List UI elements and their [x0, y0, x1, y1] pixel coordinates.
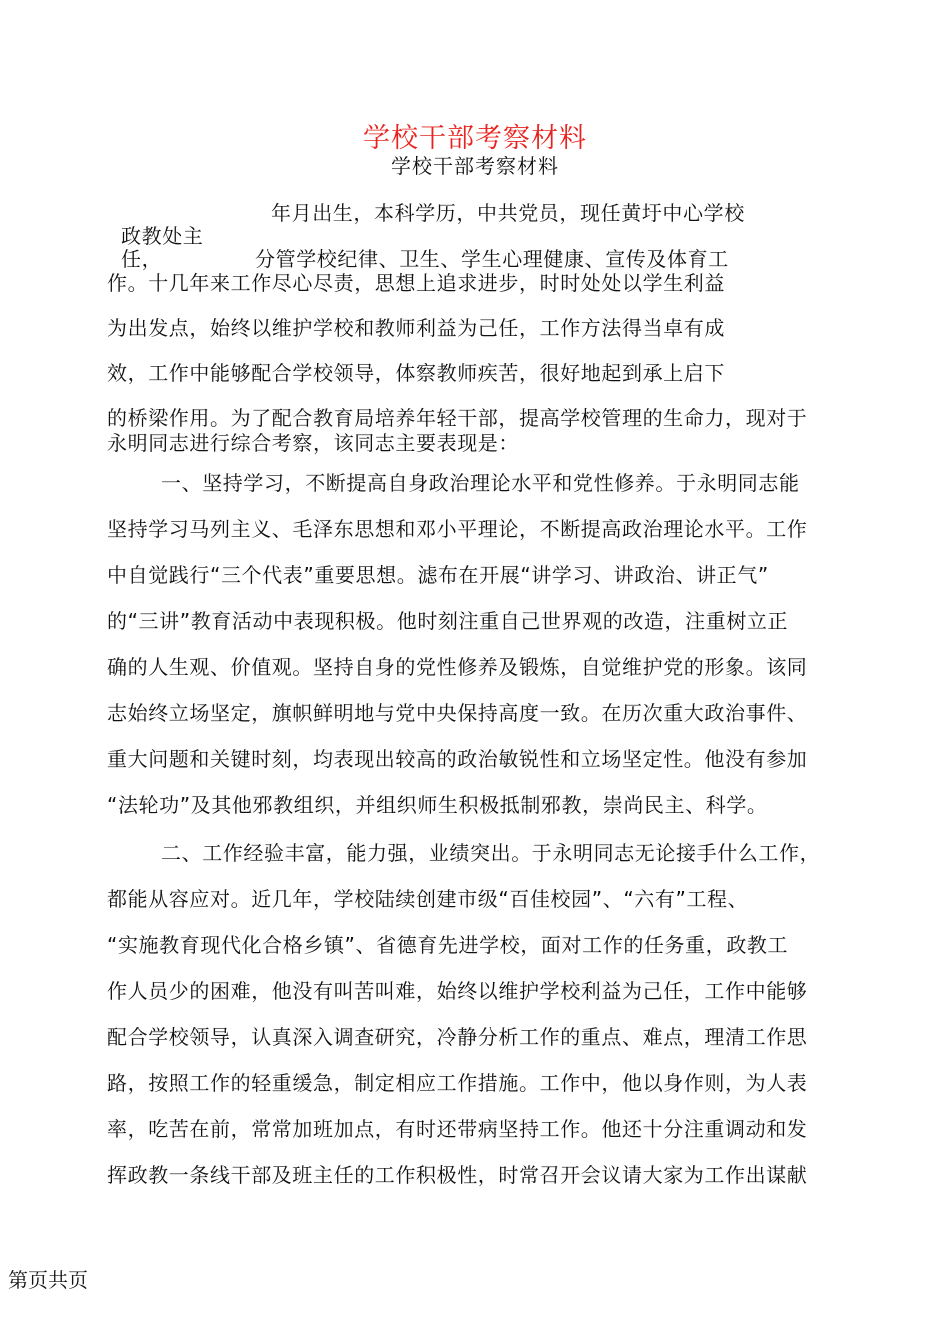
paragraph-line: “实施教育现代化合格乡镇”、省德育先进学校，面对工作的任务重，政教工	[107, 933, 789, 957]
paragraph-line: 坚持学习马列主义、毛泽东思想和邓小平理论，不断提高政治理论水平。工作	[107, 517, 808, 541]
paragraph-line: 二、工作经验丰富，能力强，业绩突出。于永明同志无论接手什么工作，	[161, 841, 821, 865]
paragraph-line: 重大问题和关键时刻，均表现出较高的政治敏锐性和立场坚定性。他没有参加	[107, 747, 808, 771]
intro-line: 的桥梁作用。为了配合教育局培养年轻干部，提高学校管理的生命力，现对于	[107, 406, 808, 430]
paragraph-line: “法轮功”及其他邪教组织，并组织师生积极抵制邪教，崇尚民主、科学。	[107, 793, 768, 817]
paragraph-line: 中自觉践行“三个代表”重要思想。滤布在开展“讲学习、讲政治、讲正气”	[107, 563, 769, 587]
intro-line: 为出发点，始终以维护学校和教师利益为己任，工作方法得当卓有成	[107, 316, 725, 340]
paragraph-line: 志始终立场坚定，旗帜鲜明地与党中央保持高度一致。在历次重大政治事件、	[107, 701, 808, 725]
intro-line: 作。十几年来工作尽心尽责，思想上追求进步，时时处处以学生利益	[107, 271, 725, 295]
intro-line: 年月出生，本科学历，中共党员，现任黄圩中心学校	[271, 201, 745, 225]
paragraph-line: 率，吃苦在前，常常加班加点，有时还带病坚持工作。他还十分注重调动和发	[107, 1117, 808, 1141]
paragraph-line: 的“三讲”教育活动中表现积极。他时刻注重自己世界观的改造，注重树立正	[107, 609, 789, 633]
paragraph-line: 都能从容应对。近几年，学校陆续创建市级“百佳校园”、“六有”工程、	[107, 887, 749, 911]
intro-line: 政教处主	[121, 224, 204, 248]
document-title-red: 学校干部考察材料	[363, 123, 587, 154]
paragraph-line: 确的人生观、价值观。坚持自身的党性修养及锻炼，自觉维护党的形象。该同	[107, 655, 808, 679]
document-title: 学校干部考察材料	[391, 154, 559, 178]
paragraph-line: 作人员少的困难，他没有叫苦叫难，始终以维护学校利益为己任，工作中能够	[107, 979, 808, 1003]
intro-line: 效，工作中能够配合学校领导，体察教师疾苦，很好地起到承上启下	[107, 361, 725, 385]
intro-line: 任，	[121, 247, 163, 271]
paragraph-line: 配合学校领导，认真深入调查研究，冷静分析工作的重点、难点，理清工作思	[107, 1025, 808, 1049]
page-footer: 第页共页	[8, 1268, 88, 1292]
paragraph-line: 挥政教一条线干部及班主任的工作积极性，时常召开会议请大家为工作出谋献	[107, 1163, 808, 1187]
paragraph-line: 路，按照工作的轻重缓急，制定相应工作措施。工作中，他以身作则，为人表	[107, 1071, 808, 1095]
paragraph-line: 一、坚持学习，不断提高自身政治理论水平和党性修养。于永明同志能	[161, 471, 800, 495]
intro-line: 永明同志进行综合考察，该同志主要表现是：	[107, 431, 519, 455]
intro-line: 分管学校纪律、卫生、学生心理健康、宣传及体育工	[255, 247, 729, 271]
